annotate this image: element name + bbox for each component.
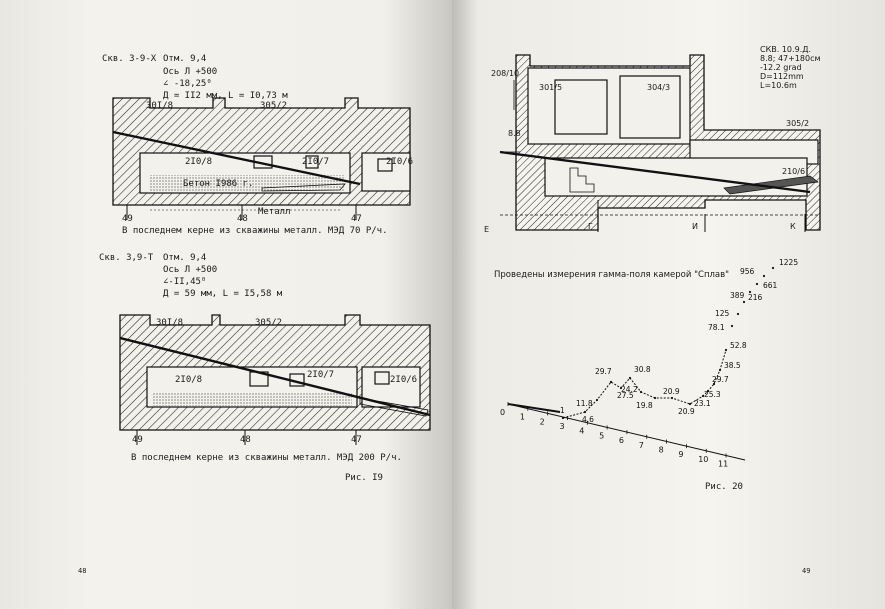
data-point: [610, 381, 612, 383]
well-info-line-5: L=10.6m: [760, 81, 797, 90]
section-drawing-1: [113, 98, 410, 220]
x-tick-label: 9: [678, 450, 684, 460]
page-number-left: 48: [78, 567, 87, 575]
axis-number-1a: 49: [122, 214, 133, 224]
x-tick-label: 7: [638, 440, 644, 450]
section-drawing-2: [120, 315, 430, 445]
metal-label-1: Металл: [258, 207, 291, 217]
x-tick-label: 10: [698, 454, 709, 464]
figure-caption-19: Рис. I9: [345, 473, 383, 483]
well-info-line-1: СКВ. 10.9.Д.: [760, 45, 811, 54]
data-label: 78.1: [708, 323, 725, 332]
data-label: 4.6: [582, 415, 594, 424]
axis-number-1b: 48: [237, 214, 248, 224]
axis-label-2: Ось Л +500: [163, 265, 218, 275]
data-label: 19.8: [636, 401, 653, 410]
data-label: 661: [763, 281, 778, 290]
room-label-1b: 305/2: [260, 101, 288, 111]
data-label: 23.1: [694, 399, 711, 408]
dims-label-2: Д = 59 мм, L = I5,58 м: [163, 289, 283, 299]
data-label: 38.5: [724, 361, 741, 370]
note-2: В последнем керне из скважины металл. МЭД 200 Р/ч.: [131, 453, 402, 463]
room-label-2b: 305/2: [255, 318, 283, 328]
room-label-r-a: 301/5: [539, 83, 563, 92]
data-label: 1225: [779, 258, 799, 267]
data-point: [749, 291, 751, 293]
room-label-2c: 2I0/8: [175, 375, 203, 385]
data-label: 956: [740, 267, 755, 276]
well-info-line-2: 8.8; 47+180см: [760, 54, 821, 63]
note-1: В последнем керне из скважины металл. МЭД 70 Р/ч.: [122, 226, 388, 236]
mark-top-label: 208/10: [491, 69, 520, 78]
room-label-r-b: 304/3: [647, 83, 671, 92]
data-label: 29.7: [712, 375, 729, 384]
data-label: 52.8: [730, 341, 747, 350]
data-point: [772, 267, 774, 269]
x-tick-label: 0: [500, 408, 506, 417]
room-label-1a: 30I/8: [146, 101, 174, 111]
data-point: [763, 275, 765, 277]
data-label: 216: [748, 293, 763, 302]
data-label: 25.3: [704, 390, 721, 399]
well-label-2: Скв. 3,9-Т: [99, 253, 154, 263]
room-label-1c: 2I0/8: [185, 157, 213, 167]
data-point: [584, 411, 586, 413]
figure-caption-20: Рис. 20: [705, 482, 743, 492]
plot-caption: Проведены измерения гамма-поля камерой "Сплав": [494, 270, 730, 280]
data-label: 1: [560, 406, 565, 415]
x-tick-label: 1: [519, 412, 525, 422]
axis-number-2b: 48: [240, 435, 251, 445]
room-label-1e: 2I0/6: [386, 157, 414, 167]
data-label: 27.5: [617, 391, 634, 400]
axis-letter-g: Г: [588, 222, 593, 231]
well-info-line-4: D=112mm: [760, 72, 804, 81]
data-point: [725, 349, 727, 351]
angle-label-2: ∠-II,45⁰: [163, 277, 207, 287]
axis-letter-k: К: [790, 222, 796, 231]
room-label-r-d: 210/6: [782, 167, 806, 176]
x-tick-label: 3: [559, 422, 565, 432]
mark-label-1: Отм. 9,4: [163, 54, 207, 64]
data-point: [629, 377, 631, 379]
axis-letter-i: И: [692, 222, 698, 231]
angle-label-1: ∠ -18,25⁰: [163, 79, 212, 89]
data-point: [640, 391, 642, 393]
well-info-line-3: -12.2 grad: [760, 63, 802, 72]
data-point: [737, 313, 739, 315]
data-label: 20.9: [663, 387, 680, 396]
data-point: [654, 397, 656, 399]
data-label: 30.8: [634, 365, 651, 374]
room-label-r-c: 305/2: [786, 119, 810, 128]
data-label: 29.7: [595, 367, 612, 376]
axis-number-1c: 47: [351, 214, 362, 224]
data-point: [731, 325, 733, 327]
x-tick-label: 11: [718, 459, 729, 469]
data-label: 20.9: [678, 407, 695, 416]
data-point: [596, 399, 598, 401]
axis-number-2a: 49: [132, 435, 143, 445]
data-label: 11.8: [576, 399, 593, 408]
room-label-2a: 30I/8: [156, 318, 184, 328]
x-tick-label: 4: [579, 426, 585, 436]
axis-label-1: Ось Л +500: [163, 67, 218, 77]
mark-label-2: Отм. 9,4: [163, 253, 207, 263]
axis-start-stroke: [508, 404, 560, 412]
data-point: [671, 397, 673, 399]
x-tick-label: 6: [618, 436, 625, 446]
x-axis-line: [508, 404, 745, 460]
data-point: [719, 369, 721, 371]
data-point: [756, 283, 758, 285]
data-label: 125: [715, 309, 730, 318]
room-label-1d: 2I0/7: [302, 157, 330, 167]
axis-letter-e: Е: [484, 225, 490, 234]
x-tick-label: 8: [658, 445, 664, 455]
x-tick-label: 2: [539, 417, 545, 427]
dims-label-1: Д = II2 мм, L = I0,73 м: [163, 91, 288, 101]
well-label-1: Скв. 3-9-Х: [102, 54, 157, 64]
axis-number-2c: 47: [351, 435, 362, 445]
data-point: [743, 301, 745, 303]
data-label: 389: [730, 291, 745, 300]
mark-low-label: 8.8: [508, 129, 521, 138]
data-point: [689, 403, 691, 405]
data-label: 24.2: [621, 385, 638, 394]
x-tick-label: 5: [599, 431, 605, 441]
concrete-label-1: Бетон I986 г.: [183, 179, 254, 189]
page-number-right: 49: [802, 567, 811, 575]
room-label-2d: 2I0/7: [307, 370, 335, 380]
data-point: [562, 417, 564, 419]
room-label-2e: 2I0/6: [390, 375, 418, 385]
gamma-chart: [500, 258, 798, 469]
